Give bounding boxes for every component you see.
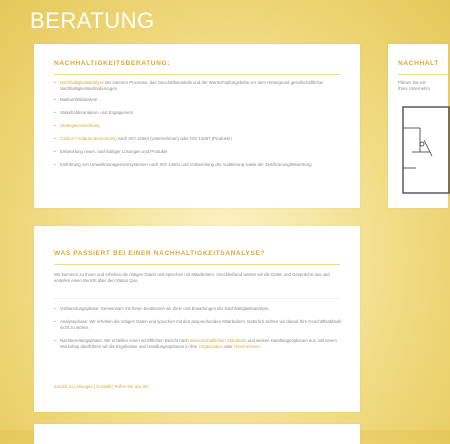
services-list [54,80,344,173]
link-strategieentwicklung[interactable]: Strategieentwicklung [60,123,100,128]
side-text [398,80,430,92]
phases-list [54,306,344,357]
list-item [54,306,344,312]
list-item [54,136,344,142]
list-item [54,97,344,103]
list-item-text: Einführung von Umweltmanagementsystemen nach ISO 14001 und Vorbereitung der Auditierung sowie der Zertifizierung/Bewertung [60,162,312,167]
link-nachhaltigkeitsanalyse[interactable]: Nachhaltigkeitsanalyse [60,80,104,85]
diagram-line [424,140,432,156]
heading-divider [54,264,340,265]
list-item-text: Stakeholderanalyse- und Engagement [60,110,134,115]
process-diagram [402,106,450,194]
list-item [54,110,344,116]
link-organisation[interactable]: Organisation [198,344,223,349]
side-card [388,44,448,208]
list-item [54,80,344,92]
list-item-text: und weisen Handlungsoptionen aus. Mit einem Workshop überführen wir die Ergebnisse und Handlungsoptionen in Ihre [60,338,337,349]
diagram-node [420,142,424,146]
list-item-text: Markumfeldanalyse [60,97,98,102]
card-heading: NACHHALT [398,60,439,67]
link-separator: | [92,384,97,389]
footer-links [54,384,149,389]
contact-link[interactable]: Kontakt [96,384,112,389]
consulting-card [34,44,360,208]
list-item-text: nach ISO 14064 (Unternehmen) oder ISO 14067 (Produkte) [116,136,232,141]
link-separator: | [111,384,115,389]
call-us-link[interactable]: Rufen Sie uns an! [114,384,149,389]
analysis-card [34,226,360,412]
list-item-text: Nachbereitungsphase: Wir erstellen einen schriftlichen Bericht nach [60,338,190,343]
card-heading: NACHHALTIGKEITSBERATUNG: [54,60,170,67]
link-carbon-footprint[interactable]: Carbon Footprint Berechnung [60,136,117,141]
list-item-text: Analysephase: Wir erheben die nötigen Daten und sprechen mit den ansprechenden Mitarbeitern. Natürlich achten wir darauf Ihre Geschäftsabläufe nicht zu stören. [60,319,342,330]
list-item [54,149,344,155]
list-item [54,162,344,168]
list-item-text: der internen Prozesse, des Geschäftsmodells und der Wertschöpfungskette vor dem Hintergrund gesellschaftlicher Nachhaltigkeitsanforderungen [60,80,324,91]
next-card [34,424,360,444]
side-text-line: Ihres Unternehm [398,86,431,91]
back-to-solutions-link[interactable]: Zurück zu Lösungen [54,384,93,389]
list-item [54,338,344,350]
list-item-text: Vorbereitungsphase: Gemeinsam mit Ihnen bestimmen wir Ziele und Erwartungen der Nachhaltigkeitsanalyse. [60,306,270,311]
list-item-text: Entwicklung neuer, nachhaltiger Lösungen und Produkte [60,149,168,154]
list-item [54,319,344,331]
card-heading: WAS PASSIERT BEI EINER NACHHALTIGKEITSANALYSE? [54,250,266,257]
link-unternehmen[interactable]: Unternehmen [233,344,260,349]
list-item-text: . [259,344,262,349]
heading-divider [398,74,448,75]
list-item-text: oder [222,344,234,349]
diagram-frame [403,107,449,193]
intro-text: Wir kommen zu Ihnen und erheben die nötigen Daten und sprechen mit Mitarbeitern. Anschließend werten wir die Daten und Gespräche aus und erstellen einen Bericht über den Status Quo. [54,272,330,283]
list-item [54,123,344,129]
heading-divider [54,74,340,75]
link-standards[interactable]: wissenschaftlichen Standards [189,338,247,343]
section-divider [54,298,340,299]
side-text-line: Planen Sie mit [398,80,426,85]
page-title: BERATUNG [30,8,155,33]
